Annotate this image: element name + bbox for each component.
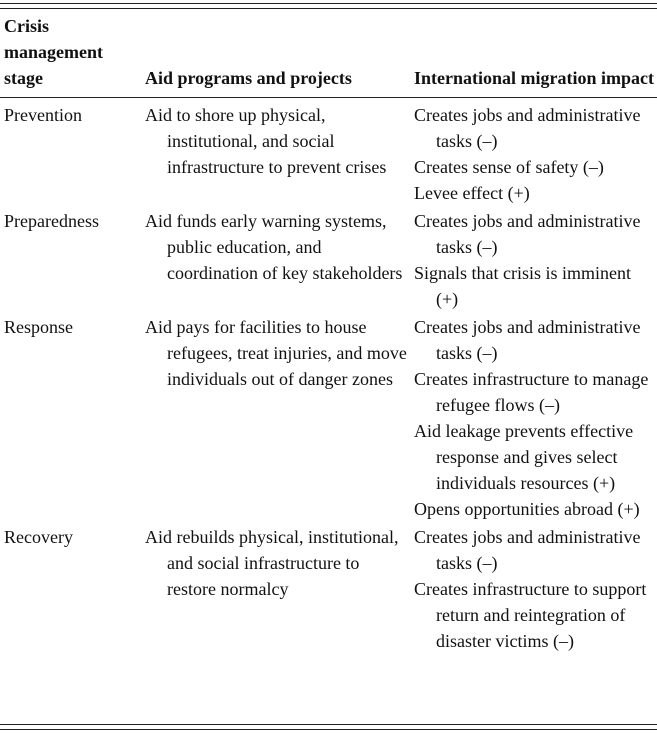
impact-item: Creates jobs and administrative tasks (–) (414, 211, 641, 257)
impact-item: Creates sense of safety (–) (414, 157, 604, 177)
header-aid: Aid programs and projects (145, 68, 352, 88)
stage-cell: Prevention (4, 105, 82, 125)
stage-cell: Response (4, 317, 73, 337)
impact-item: Levee effect (+) (414, 183, 530, 203)
bottom-rule-inner (0, 729, 657, 730)
top-rule-inner (0, 8, 657, 9)
aid-cell: Aid funds early warning systems, public education, and coordination of key stakeholders (145, 211, 403, 283)
top-rule (0, 3, 657, 4)
header-stage: Crisis management stage (4, 16, 103, 88)
table-row (0, 208, 657, 314)
impact-item: Creates jobs and administrative tasks (–) (414, 317, 641, 363)
aid-cell: Aid rebuilds physical, institutional, and social infrastructure to restore normalcy (145, 527, 399, 599)
impact-item: Creates jobs and administrative tasks (–) (414, 527, 641, 573)
impact-cell (412, 98, 657, 209)
impact-cell (412, 208, 657, 314)
header-impact: International migration impact (414, 68, 654, 88)
aid-cell: Aid to shore up physical, institutional, and social infrastructure to prevent crises (145, 105, 387, 177)
crisis-aid-migration-table (0, 13, 657, 656)
impact-cell (412, 524, 657, 656)
bottom-rule (0, 724, 657, 725)
impact-item: Aid leakage prevents effective response and gives select individuals resources (+) (414, 421, 634, 493)
impact-item: Opens opportunities abroad (+) (414, 499, 640, 519)
table-row (0, 524, 657, 656)
impact-item: Creates infrastructure to manage refugee flows (–) (414, 369, 649, 415)
stage-cell: Preparedness (4, 211, 99, 231)
impact-item: Creates infrastructure to support return and reintegration of disaster victims (–) (414, 579, 647, 651)
aid-cell: Aid pays for facilities to house refugees, treat injuries, and move individuals out of danger zones (145, 317, 407, 389)
table-row (0, 314, 657, 524)
impact-item: Creates jobs and administrative tasks (–) (414, 105, 641, 151)
table-row (0, 98, 657, 209)
impact-item: Signals that crisis is imminent (+) (414, 263, 631, 309)
stage-cell: Recovery (4, 527, 73, 547)
impact-cell (412, 314, 657, 524)
table-header-row (0, 13, 657, 98)
